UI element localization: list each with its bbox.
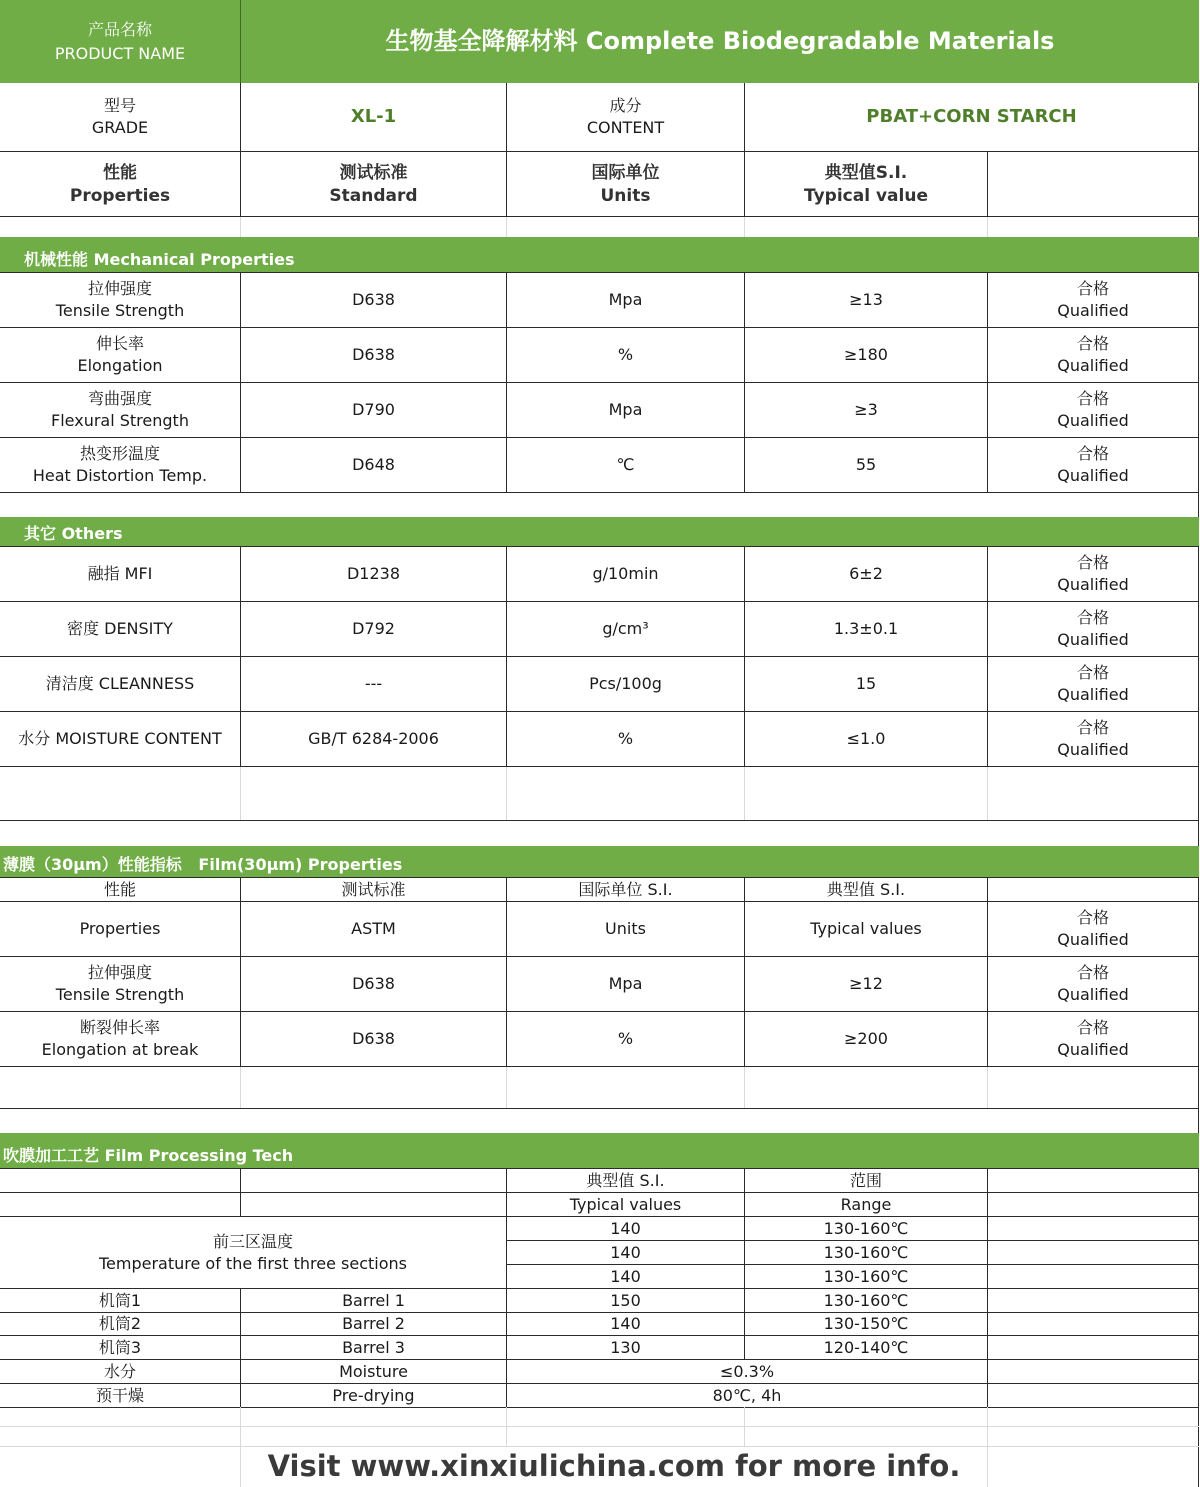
table-cell-unit: Mpa — [608, 400, 643, 420]
table-cell-standard: D792 — [352, 619, 395, 639]
moisture-label-en: Moisture — [339, 1361, 408, 1381]
table-cell-result: 合格 Qualified — [1057, 663, 1129, 704]
proc-head-typical: 典型值 S.I. — [586, 1170, 665, 1190]
product-title: 生物基全降解材料 Complete Biodegradable Materials — [385, 27, 1055, 56]
table-cell-result: 合格 Qualified — [1057, 963, 1129, 1004]
table-cell-unit: Mpa — [608, 974, 643, 994]
table-cell-unit: ℃ — [616, 455, 635, 475]
table-row-name: 水分 MOISTURE CONTENT — [18, 729, 222, 749]
processing-section-header: 吹膜加工工艺 Film Processing Tech — [0, 1133, 1199, 1168]
table-cell-standard: D1238 — [346, 564, 401, 584]
zone-typical: 140 — [610, 1218, 641, 1238]
barrel-name-cn: 机筒2 — [98, 1314, 142, 1334]
table-cell-result: 合格 Qualified — [1057, 553, 1129, 594]
zone-typical: 140 — [610, 1242, 641, 1262]
barrel-typical: 140 — [610, 1314, 641, 1334]
moisture-value: ≤0.3% — [719, 1361, 775, 1381]
proc-head-range-en: Range — [840, 1194, 892, 1214]
footer-visit-text: Visit www.xinxiulichina.com for more info. — [267, 1449, 961, 1484]
table-cell-result: 合格 Qualified — [1057, 334, 1129, 375]
film-section-header: 薄膜（30μm）性能指标 Film(30μm) Properties — [0, 846, 1199, 877]
barrel-range: 120-140℃ — [823, 1337, 909, 1357]
table-row-name: 拉伸强度 Tensile Strength — [55, 279, 185, 320]
product-name-label: 产品名称 PRODUCT NAME — [54, 20, 186, 63]
table-cell-value: ≥13 — [849, 290, 883, 310]
film-head-typical-en: Typical values — [810, 919, 922, 939]
barrel-name-cn: 机筒3 — [98, 1337, 142, 1357]
table-row-name: 伸长率 Elongation — [77, 334, 163, 375]
table-cell-standard: D648 — [352, 455, 395, 475]
barrel-typical: 150 — [610, 1290, 641, 1310]
predry-label-cn: 预干燥 — [95, 1385, 144, 1405]
film-head-result: 合格 Qualified — [1057, 908, 1129, 949]
table-cell-standard: D638 — [352, 1029, 395, 1049]
table-cell-result: 合格 Qualified — [1057, 389, 1129, 430]
table-cell-unit: Pcs/100g — [589, 674, 662, 694]
film-head-properties-en: Properties — [79, 919, 161, 939]
zone-range: 130-160℃ — [823, 1266, 909, 1286]
film-head-units-en: Units — [605, 919, 646, 939]
table-cell-standard: D790 — [352, 400, 395, 420]
table-cell-value: ≥180 — [844, 345, 888, 365]
table-row-name: 密度 DENSITY — [67, 619, 173, 639]
table-cell-unit: Mpa — [608, 290, 643, 310]
table-cell-unit: % — [617, 1029, 634, 1049]
table-row-name: 弯曲强度 Flexural Strength — [51, 389, 189, 430]
predry-value: 80℃, 4h — [712, 1385, 782, 1405]
table-row-name: 清洁度 CLEANNESS — [45, 674, 195, 694]
col-standard: 测试标准 Standard — [329, 162, 418, 206]
table-cell-result: 合格 Qualified — [1057, 608, 1129, 649]
content-label: 成分 CONTENT — [586, 96, 665, 137]
zone-range: 130-160℃ — [823, 1242, 909, 1262]
col-properties: 性能 Properties — [69, 162, 171, 206]
table-cell-value: 55 — [855, 455, 877, 475]
table-cell-value: ≥200 — [844, 1029, 888, 1049]
first-three-zones-label: 前三区温度 Temperature of the first three sections — [98, 1231, 407, 1273]
table-cell-unit: % — [617, 345, 634, 365]
table-cell-value: 1.3±0.1 — [833, 619, 899, 639]
film-head-properties: 性能 — [103, 879, 136, 899]
others-section-header: 其它 Others — [0, 517, 1199, 546]
moisture-label-cn: 水分 — [103, 1361, 136, 1381]
table-cell-standard: D638 — [352, 290, 395, 310]
barrel-name-cn: 机筒1 — [98, 1290, 142, 1310]
film-head-typical: 典型值 S.I. — [826, 879, 906, 899]
grade-value: XL-1 — [350, 105, 397, 127]
table-cell-standard: D638 — [352, 974, 395, 994]
barrel-name-en: Barrel 1 — [342, 1290, 405, 1310]
table-cell-result: 合格 Qualified — [1057, 279, 1129, 320]
proc-head-range: 范围 — [849, 1170, 882, 1190]
barrel-name-en: Barrel 2 — [342, 1314, 405, 1334]
table-cell-value: ≥12 — [849, 974, 883, 994]
predry-label-en: Pre-drying — [332, 1385, 415, 1405]
table-row-name: 热变形温度 Heat Distortion Temp. — [32, 444, 208, 485]
film-head-standard-en: ASTM — [351, 919, 396, 939]
zone-typical: 140 — [610, 1266, 641, 1286]
barrel-name-en: Barrel 3 — [342, 1337, 405, 1357]
table-cell-value: 15 — [855, 674, 877, 694]
barrel-range: 130-160℃ — [823, 1290, 909, 1310]
mechanical-section-header: 机械性能 Mechanical Properties — [0, 237, 1199, 272]
col-units: 国际单位 Units — [591, 162, 660, 206]
col-typical: 典型值S.I. Typical value — [804, 162, 928, 206]
film-head-units: 国际单位 S.I. — [578, 879, 673, 899]
table-cell-unit: g/10min — [592, 564, 659, 584]
table-cell-result: 合格 Qualified — [1057, 1018, 1129, 1059]
table-cell-value: 6±2 — [849, 564, 883, 584]
content-value: PBAT+CORN STARCH — [866, 105, 1077, 127]
barrel-range: 130-150℃ — [823, 1314, 909, 1334]
table-cell-standard: GB/T 6284-2006 — [308, 729, 439, 749]
table-cell-value: ≤1.0 — [846, 729, 886, 749]
barrel-typical: 130 — [610, 1337, 641, 1357]
table-cell-value: ≥3 — [854, 400, 878, 420]
table-cell-result: 合格 Qualified — [1057, 718, 1129, 759]
film-head-standard: 测试标准 — [341, 879, 406, 899]
table-cell-result: 合格 Qualified — [1057, 444, 1129, 485]
table-row-name: 拉伸强度 Tensile Strength — [55, 963, 185, 1004]
table-cell-unit: g/cm³ — [602, 619, 649, 639]
zone-range: 130-160℃ — [823, 1218, 909, 1238]
table-cell-standard: --- — [364, 674, 383, 694]
table-row-name: 断裂伸长率 Elongation at break — [41, 1018, 199, 1059]
proc-head-typical-en: Typical values — [569, 1194, 682, 1214]
table-cell-unit: % — [617, 729, 634, 749]
table-cell-standard: D638 — [352, 345, 395, 365]
grade-label: 型号 GRADE — [91, 96, 149, 137]
table-row-name: 融指 MFI — [87, 564, 153, 584]
